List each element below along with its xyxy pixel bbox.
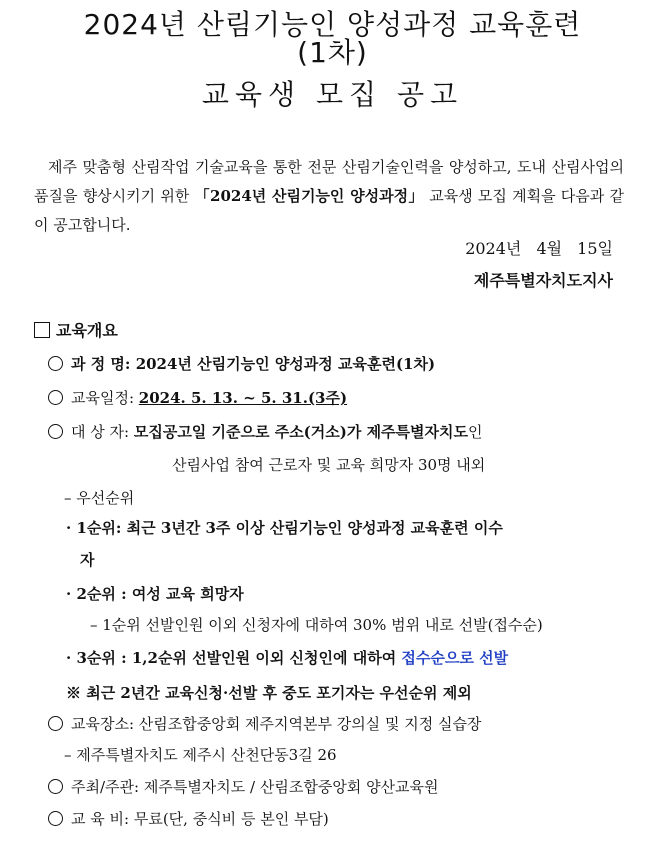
intro-paragraph bbox=[34, 153, 624, 240]
fee-label: 교 육 비: bbox=[71, 810, 134, 828]
title-line-1: 2024년 산림기능인 양성과정 교육훈련 bbox=[83, 8, 582, 41]
circle-bullet-icon bbox=[48, 716, 63, 731]
schedule-value: 2024. 5. 13. ~ 5. 31.(3주) bbox=[138, 389, 348, 407]
priority-2: · 2순위 : 여성 교육 희망자 bbox=[66, 585, 244, 603]
intro-highlight: 「2024년 산림기능인 양성과정」 bbox=[194, 187, 424, 205]
host-row bbox=[48, 776, 439, 797]
fee-value: 무료(단, 중식비 등 본인 부담) bbox=[133, 810, 329, 828]
section-title: 교육개요 bbox=[56, 321, 118, 340]
host-label: 주최/주관: bbox=[71, 778, 144, 796]
schedule-label: 교육일정: bbox=[71, 389, 139, 407]
target-row bbox=[48, 421, 483, 442]
target-tail: 인 bbox=[468, 423, 483, 441]
priority-2-detail: – 1순위 선발인원 이외 신청자에 대하여 30% 범위 내로 선발(접수순) bbox=[90, 616, 543, 634]
priority-note: ※ 최근 2년간 교육신청·선발 후 중도 포기자는 우선순위 제외 bbox=[66, 684, 472, 702]
place-row bbox=[48, 713, 481, 734]
course-label: 과 정 명: bbox=[71, 355, 136, 373]
target-line-2: 산림사업 참여 근로자 및 교육 희망자 30명 내외 bbox=[172, 456, 486, 474]
circle-bullet-icon bbox=[48, 811, 63, 826]
target-label: 대 상 자: bbox=[71, 423, 134, 441]
place-value: 산림조합중앙회 제주지역본부 강의실 및 지정 실습장 bbox=[138, 715, 482, 733]
host-value: 제주특별자치도 / 산림조합중앙회 양산교육원 bbox=[143, 778, 439, 796]
target-value: 모집공고일 기준으로 주소(거소)가 제주특별자치도 bbox=[133, 423, 468, 441]
priority-1-line-1: · 1순위: 최근 3년간 3주 이상 산림기능인 양성과정 교육훈련 이수 bbox=[66, 519, 503, 537]
checkbox-square-icon bbox=[34, 322, 50, 338]
priority-3-text: · 3순위 : 1,2순위 선발인원 이외 신청인에 대하여 bbox=[66, 649, 402, 667]
place-address: – 제주특별자치도 제주시 산천단동3길 26 bbox=[64, 746, 337, 764]
schedule-row bbox=[48, 387, 347, 408]
circle-bullet-icon bbox=[48, 390, 63, 405]
title-line-2: (1차) bbox=[297, 36, 368, 69]
place-label: 교육장소: bbox=[71, 715, 139, 733]
section-heading bbox=[34, 318, 118, 341]
fee-row bbox=[48, 808, 329, 829]
priority-title: – 우선순위 bbox=[64, 489, 135, 507]
subtitle: 교육생 모집 공고 bbox=[201, 78, 464, 111]
intro-text-2: 교육생 모집 계획을 다음과 같이 공고합니다. bbox=[34, 187, 624, 234]
circle-bullet-icon bbox=[48, 424, 63, 439]
circle-bullet-icon bbox=[48, 356, 63, 371]
course-value: 2024년 산림기능인 양성과정 교육훈련(1차) bbox=[135, 355, 436, 373]
priority-1-line-2: 자 bbox=[80, 551, 95, 569]
priority-3-highlight: 접수순으로 선발 bbox=[401, 649, 509, 667]
priority-3 bbox=[66, 647, 508, 668]
issuing-organization: 제주특별자치도지사 bbox=[473, 271, 613, 290]
course-name-row bbox=[48, 353, 435, 374]
intro-text-1: 제주 맞춤형 산림작업 기술교육을 통한 전문 산림기술인력을 양성하고, 도내 산림사업의 품질을 향상시키기 위한 bbox=[34, 158, 624, 205]
notice-date: 2024년 4월 15일 bbox=[465, 239, 613, 258]
circle-bullet-icon bbox=[48, 779, 63, 794]
